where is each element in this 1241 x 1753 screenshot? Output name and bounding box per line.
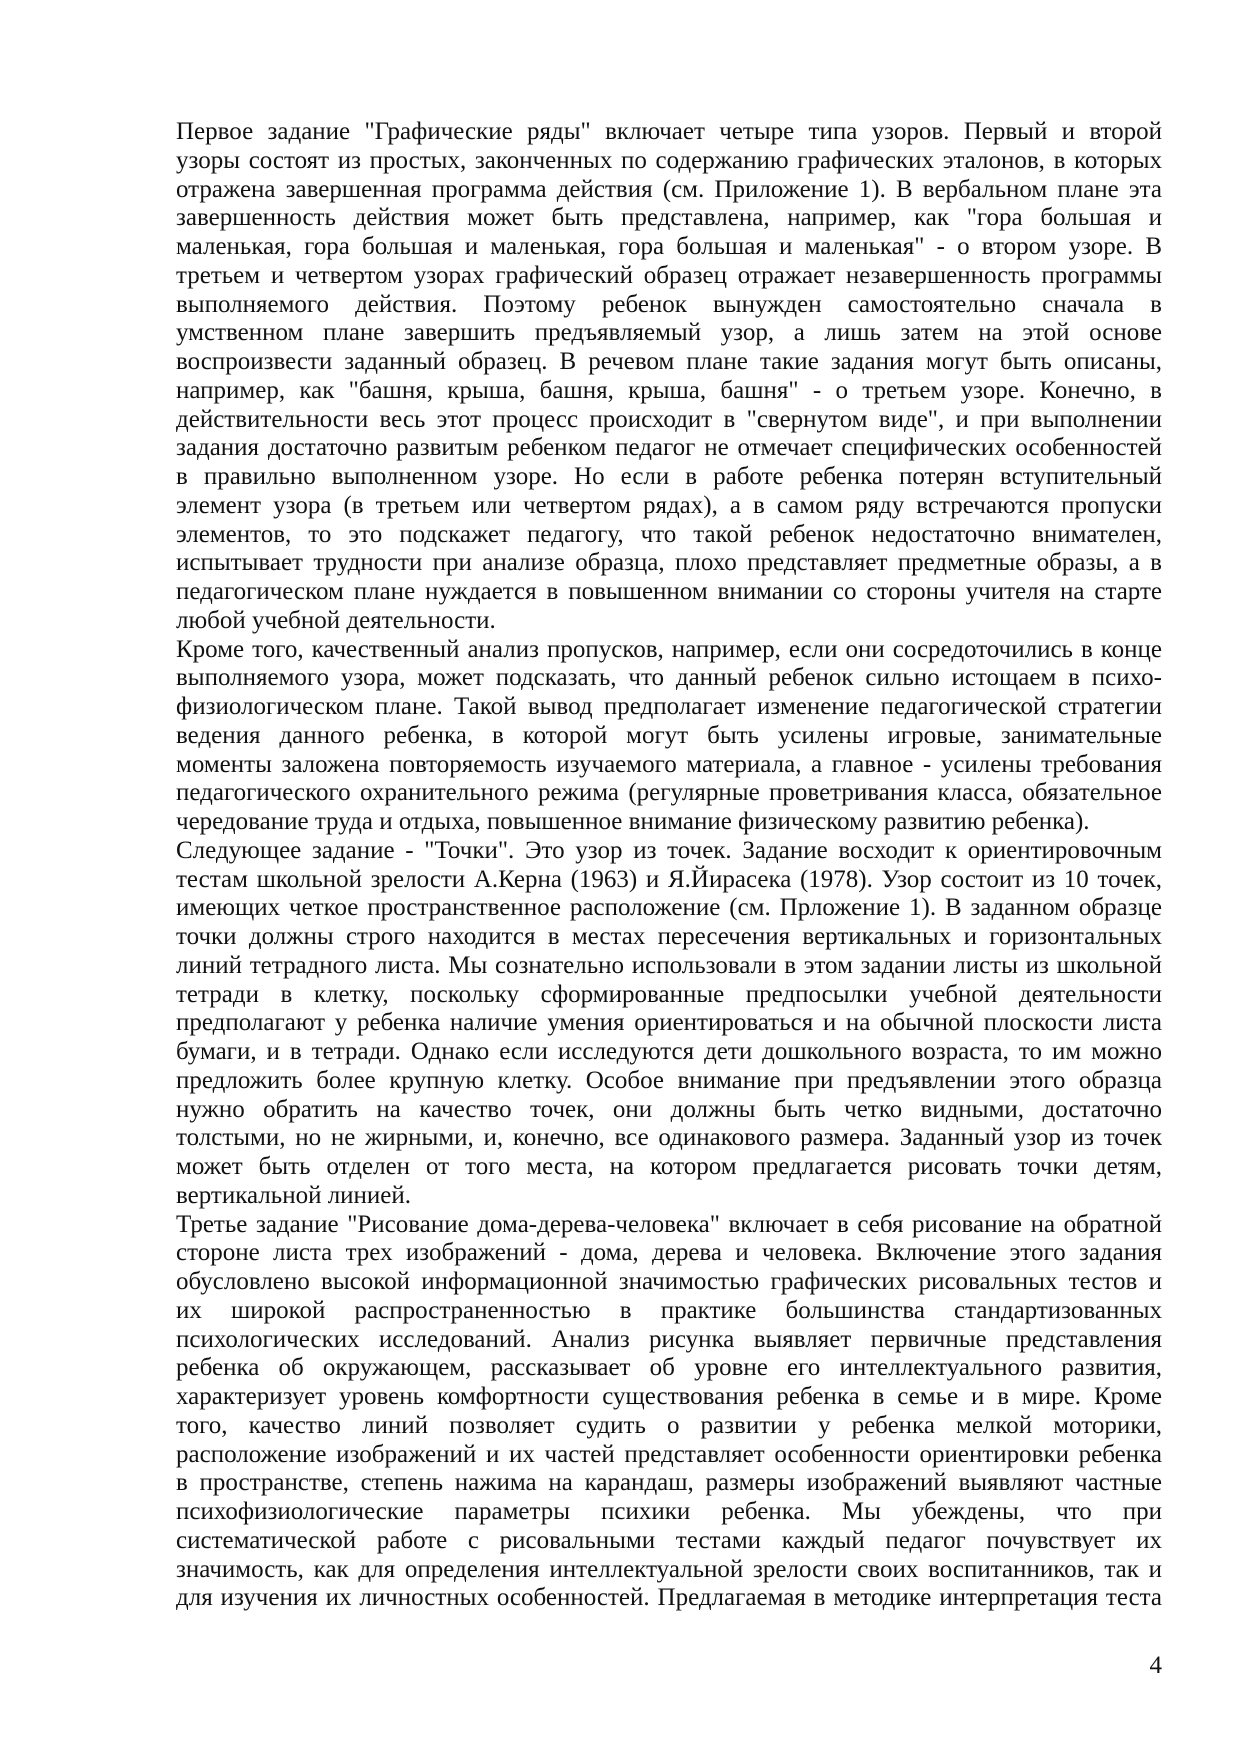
text-line: характеризует уровень комфортности существования ребенка в семье и в мире. Кроме [176,1383,1162,1410]
text-line: испытывает трудности при анализе образца, плохо представляет предметные образы, а в [176,549,1162,577]
text-line: стороне листа трех изображений - дома, дерева и человека. Включение этого задания [176,1239,1162,1267]
text-line: предложить более крупную клетку. Особое внимание при предъявлении этого образца [176,1066,1162,1094]
text-line: например, как "башня, крыша, башня, крыша, башня" - о третьем узоре. Конечно, в [176,376,1162,404]
document-body [176,118,1162,1613]
text-line: моменты заложена повторяемость изучаемого материала, а главное - усилены требования [176,750,1162,778]
text-line: узоры состоят из простых, законченных по содержанию графических эталонов, в которых [176,146,1162,174]
paragraph [176,837,1162,1211]
text-line: имеющих четкое пространственное расположение (см. Прложение 1). В заданном образце [176,894,1162,922]
text-line: может быть отделен от того места, на котором предлагается рисовать точки детям, [176,1153,1162,1180]
text-line: педагогического охранительного режима (регулярные проветривания класса, обязательное [176,779,1162,807]
text-line: умственном плане завершить предъявляемый узор, а лишь затем на этой основе [176,319,1162,347]
text-line: для изучения их личностных особенностей. Предлагаемая в методике интерпретация теста [176,1584,1162,1612]
text-line: Третье задание "Рисование дома-дерева-человека" включает в себя рисование на обратной [176,1210,1162,1238]
text-line: психофизиологические параметры психики ребенка. Мы убеждены, что при [176,1498,1162,1525]
text-line: Кроме того, качественный анализ пропусков, например, если они сосредоточились в конце [176,635,1162,663]
text-line: завершенность действия может быть представлена, например, как "гора большая и [176,204,1162,232]
paragraph [176,636,1162,837]
text-line: их широкой распространенностью в практике большинства стандартизованных [176,1296,1162,1324]
text-line: тетради в клетку, поскольку сформированные предпосылки учебной деятельности [176,980,1162,1008]
text-line: педагогическом плане нуждается в повышенном внимании со стороны учителя на старте [176,578,1162,605]
text-line: того, качество линий позволяет судить о развитии у ребенка мелкой моторики, [176,1411,1162,1439]
text-line: выполняемого действия. Поэтому ребенок вынужден самостоятельно сначала в [176,290,1162,318]
text-line: толстыми, но не жирными, и, конечно, все одинакового размера. Заданный узор из точек [176,1124,1162,1152]
text-line: обусловлено высокой информационной значимостью графических рисовальных тестов и [176,1268,1162,1295]
text-line: Первое задание "Графические ряды" включает четыре типа узоров. Первый и второй [176,118,1162,145]
text-line: любой учебной деятельности. [176,606,496,634]
text-line: элементов, то это подскажет педагогу, что такой ребенок недостаточно внимателен, [176,520,1162,548]
text-line: ребенка об окружающем, рассказывает об уровне его интеллектуального развития, [176,1354,1162,1382]
text-line: расположение изображений и их частей представляет особенности ориентировки ребенка [176,1440,1162,1468]
text-line: бумаги, и в тетради. Однако если исследуются дети дошкольного возраста, то им можно [176,1038,1162,1065]
text-line: предполагают у ребенка наличие умения ориентироваться и на обычной плоскости листа [176,1009,1162,1037]
text-line: в правильно выполненном узоре. Но если в работе ребенка потерян вступительный [176,463,1162,490]
text-line: в пространстве, степень нажима на карандаш, размеры изображений выявляют частные [176,1469,1162,1497]
paragraph [176,1211,1162,1614]
text-line: Следующее задание - "Точки". Это узор из точек. Задание восходит к ориентировочным [176,836,1162,864]
text-line: элемент узора (в третьем или четвертом рядах), а в самом ряду встречаются пропуски [176,491,1162,519]
paragraph [176,118,1162,636]
text-line: линий тетрадного листа. Мы сознательно использовали в этом задании листы из школьной [176,951,1162,979]
text-line: выполняемого узора, может подсказать, что данный ребенок сильно истощаем в психо- [176,664,1162,692]
text-line: психологических исследований. Анализ рисунка выявляет первичные представления [176,1325,1162,1353]
text-line: действительности весь этот процесс происходит в "свернутом виде", и при выполнении [176,405,1162,433]
text-line: значимость, как для определения интеллектуальной зрелости своих воспитанников, так и [176,1555,1162,1583]
text-line: вертикальной линией. [176,1181,412,1209]
text-line: точки должны строго находится в местах пересечения вертикальных и горизонтальных [176,923,1162,950]
text-line: отражена завершенная программа действия (см. Приложение 1). В вербальном плане эта [176,175,1162,203]
text-line: задания достаточно развитым ребенком педагог не отмечает специфических особенностей [176,434,1162,462]
text-line: ведения данного ребенка, в которой могут быть усилены игровые, занимательные [176,721,1162,749]
text-line: чередование труда и отдыха, повышенное внимание физическому развитию ребенка). [176,808,1090,835]
page-number: 4 [1149,1652,1162,1679]
text-line: нужно обратить на качество точек, они должны быть четко видными, достаточно [176,1095,1162,1123]
text-line: маленькая, гора большая и маленькая, гора большая и маленькая" - о втором узоре. В [176,233,1162,260]
text-line: физиологическом плане. Такой вывод предполагает изменение педагогической стратегии [176,693,1162,720]
text-line: третьем и четвертом узорах графический образец отражает незавершенность программы [176,261,1162,289]
text-line: систематической работе с рисовальными тестами каждый педагог почувствует их [176,1526,1162,1554]
text-line: тестам школьной зрелости А.Керна (1963) и Я.Йирасека (1978). Узор состоит из 10 точек, [176,865,1162,893]
text-line: воспроизвести заданный образец. В речевом плане такие задания могут быть описаны, [176,348,1162,375]
